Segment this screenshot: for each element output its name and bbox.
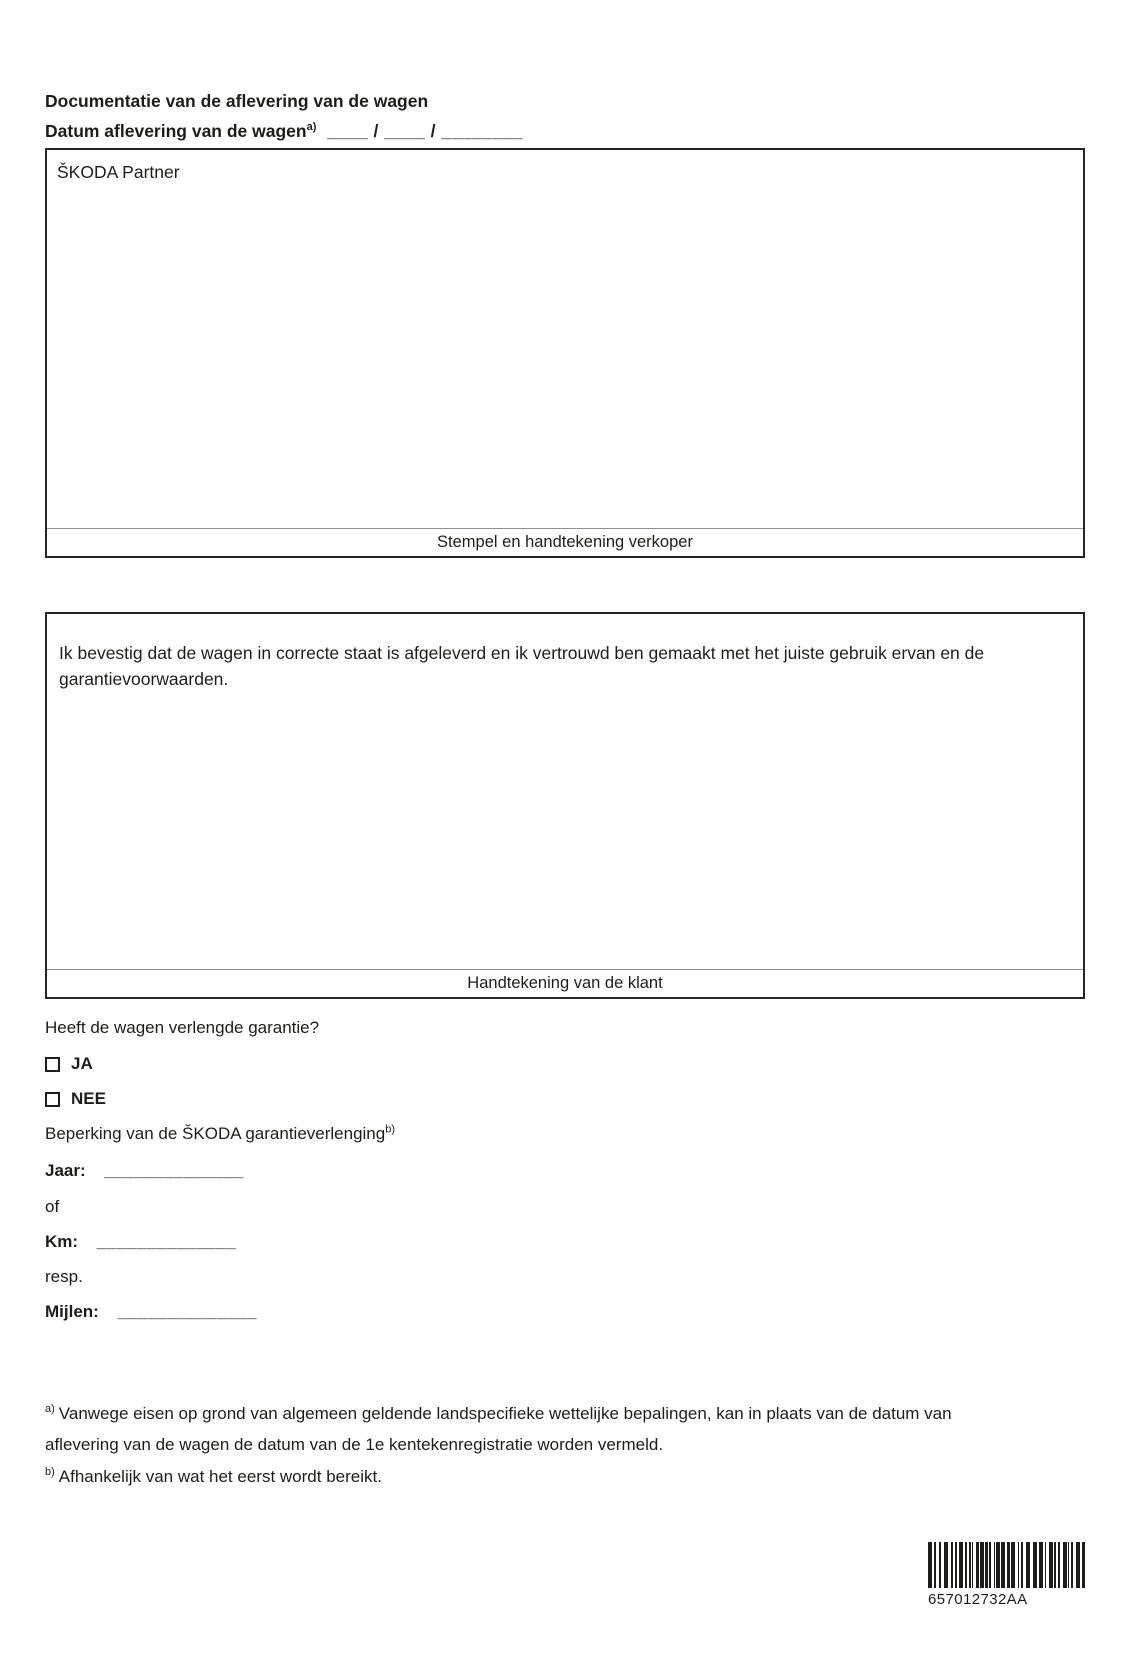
year-field-label: Jaar: [45, 1161, 86, 1180]
footnote-a [45, 1398, 985, 1460]
customer-box-caption: Handtekening van de klant [47, 969, 1083, 997]
confirmation-statement: Ik bevestig dat de wagen in correcte staat is afgeleverd en ik vertrouwd ben gemaakt met het juiste gebruik ervan en de garantievoorwaarden. [59, 643, 985, 689]
barcode-value: 657012732AA [928, 1591, 1028, 1608]
nee-label: NEE [71, 1089, 106, 1108]
year-field-blank: ______________ [104, 1161, 244, 1180]
extended-warranty-question: Heeft de wagen verlengde garantie? [45, 1018, 320, 1037]
date-label: Datum aflevering van de wagen [45, 121, 307, 141]
footnote-ref-b: b) [385, 1123, 395, 1136]
footnote-a-marker: a) [45, 1403, 55, 1416]
footnote-b-marker: b) [45, 1466, 55, 1479]
date-line [45, 116, 523, 146]
footnote-b [45, 1461, 985, 1492]
ja-label: JA [71, 1054, 93, 1073]
footnote-b-text: Afhankelijk van wat het eerst wordt bereikt. [58, 1467, 382, 1486]
seller-box-caption: Stempel en handtekening verkoper [47, 528, 1083, 556]
barcode-bars [928, 1542, 1088, 1588]
doc-title: Documentatie van de aflevering van de wagen [45, 91, 429, 111]
nee-checkbox[interactable] [45, 1092, 60, 1107]
footnote-a-text: Vanwege eisen op grond van algemeen geldende landspecifieke wettelijke bepalingen, kan in plaats van de datum van aflevering van de wagen de datum van de 1e kentekenregistratie worden vermeld. [45, 1404, 952, 1454]
connector-resp: resp. [45, 1267, 83, 1286]
warranty-limit-heading: Beperking van de ŠKODA garantieverlenging$^{b)}$ [45, 1123, 395, 1143]
skoda-partner-label: ŠKODA Partner [57, 162, 180, 182]
checkbox-row-nee [45, 1089, 106, 1109]
customer-signature-box [45, 612, 1085, 999]
footnote-ref-a: a) [306, 121, 317, 134]
ja-checkbox[interactable] [45, 1057, 60, 1072]
km-field-blank: ______________ [96, 1232, 237, 1251]
km-field-label: Km: [45, 1232, 79, 1251]
connector-of: of [45, 1197, 60, 1216]
barcode [928, 1542, 1088, 1608]
km-field [45, 1232, 236, 1252]
checkbox-row-ja [45, 1054, 93, 1074]
document-header [45, 86, 523, 146]
date-blanks: ____ / ____ / ________ [327, 121, 524, 141]
year-field [45, 1161, 244, 1181]
miles-field-label: Mijlen: [45, 1302, 99, 1321]
miles-field [45, 1302, 257, 1322]
seller-signature-box [45, 148, 1085, 558]
miles-field-blank: ______________ [117, 1302, 257, 1321]
